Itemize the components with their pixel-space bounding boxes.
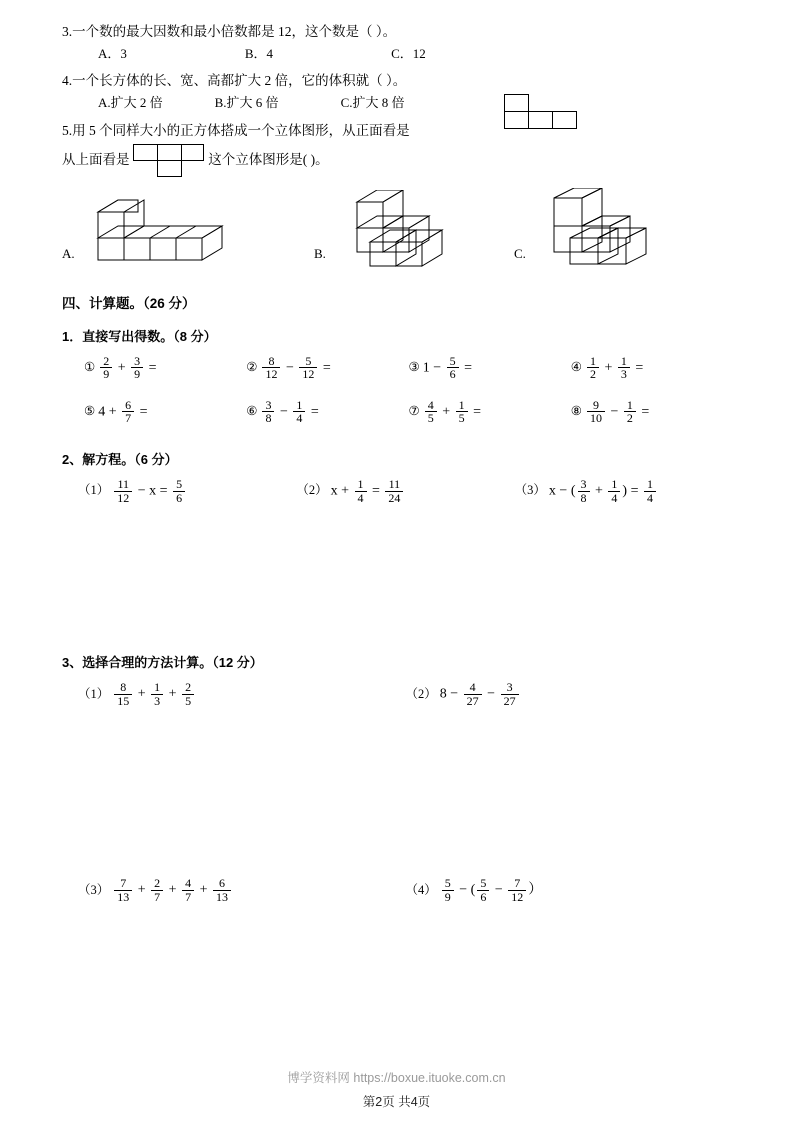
calc-item-2: [406, 681, 521, 707]
section-4-title: 四、计算题。（26 分）: [62, 295, 196, 311]
equation-item-3: [515, 478, 658, 504]
calc-item-3: [78, 877, 233, 903]
operator: +: [165, 882, 181, 898]
question-5: [62, 120, 733, 178]
question-5-line1-text: 5.用 5 个同样大小的正方体搭成一个立体图形，从正面看是: [62, 123, 410, 139]
expr-label: ⑧: [570, 404, 582, 419]
shape-option-b[interactable]: [337, 190, 467, 272]
sub1-title: 1．直接写出得数。（8 分）: [62, 328, 217, 344]
operator: +: [134, 686, 150, 702]
fraction: $\frac{3}{9}$: [131, 355, 143, 381]
expr-label: （1）: [78, 483, 110, 498]
equation-item-cell: [78, 478, 296, 504]
mental-math-item-4: [571, 355, 644, 381]
mental-math-item-cell: [246, 355, 408, 381]
mental-math-item-cell: [571, 355, 733, 381]
operator: =: [136, 404, 148, 420]
mental-math-item-cell: [409, 355, 571, 381]
calc-item-cell: [78, 877, 406, 903]
choice-label-c: C.: [514, 245, 526, 261]
expr-label: （4）: [405, 882, 437, 897]
equation-item-cell: [296, 478, 514, 504]
fraction: $\frac{1}{5}$: [456, 399, 468, 425]
fraction: $\frac{3}{8}$: [578, 478, 590, 504]
q4-option-b: B.扩大 6 倍: [214, 95, 279, 111]
fraction: $\frac{1}{2}$: [624, 399, 636, 425]
fraction: $\frac{3}{8}$: [262, 399, 274, 425]
sub3-title: 3、选择合理的方法计算。（12 分）: [62, 655, 263, 671]
term: ): [622, 483, 628, 499]
operator: =: [307, 404, 319, 420]
choice-label-b: B.: [314, 245, 326, 261]
operator: =: [637, 404, 650, 420]
calc-item-cell: [406, 681, 734, 707]
operator: −: [491, 882, 507, 898]
fraction: $\frac{1}{3}$: [618, 355, 630, 381]
term: 1: [422, 360, 430, 375]
expr-label: （3）: [78, 882, 110, 897]
operator: +: [105, 404, 121, 420]
sub2-title: 2、解方程。（6 分）: [62, 452, 178, 468]
term: x: [330, 483, 338, 499]
operator: +: [134, 882, 150, 898]
expr-label: ③: [408, 360, 420, 374]
operator: =: [627, 483, 642, 499]
question-5-line2-text-a: 从上面看是: [62, 151, 130, 167]
q4-option-a: A.扩大 2 倍: [98, 95, 163, 111]
mental-math-item-1: [84, 355, 157, 381]
term: x: [149, 483, 157, 499]
operator: −: [282, 360, 298, 375]
fraction: $\frac{5}{6}$: [447, 355, 459, 381]
mental-math-item-cell: [571, 399, 733, 425]
calc-item-4: [406, 877, 543, 903]
sub3-items: [62, 681, 733, 903]
operator: =: [319, 360, 331, 375]
question-5-line1: [62, 120, 733, 142]
fraction: $\frac{7}{12}$: [508, 877, 526, 903]
footer-watermark: 博学资料网 https://boxue.ituoke.com.cn: [287, 1071, 506, 1085]
fraction: $\frac{1}{4}$: [644, 478, 656, 504]
mental-math-item-cell: [84, 399, 246, 425]
operator: +: [337, 483, 353, 499]
operator: =: [631, 360, 644, 375]
operator: =: [156, 483, 172, 499]
expr-label: ⑥: [246, 404, 258, 419]
expr-label: ④: [570, 360, 582, 374]
calc-item-1: [78, 681, 196, 707]
question-4-options: [62, 93, 733, 114]
equation-item-cell: [515, 478, 733, 504]
fraction: $\frac{8}{12}$: [262, 355, 280, 381]
fraction: $\frac{6}{7}$: [122, 399, 134, 425]
mental-math-item-6: [246, 399, 319, 425]
operator: −: [455, 882, 471, 898]
question-4-text: 4.一个长方体的长、宽、高都扩大 2 倍，它的体积就（ ）。: [62, 73, 407, 89]
operator: =: [368, 483, 384, 499]
equation-item-2: [296, 478, 405, 504]
operator: −: [429, 360, 445, 375]
operator: =: [469, 404, 482, 420]
operator: +: [114, 360, 130, 375]
operator: +: [600, 360, 616, 375]
calc-item-cell: [406, 877, 734, 903]
mental-math-item-2: [246, 355, 331, 381]
operator: −: [606, 404, 622, 420]
fraction: $\frac{8}{15}$: [114, 681, 132, 707]
fraction: $\frac{5}{6}$: [477, 877, 489, 903]
fraction: $\frac{4}{27}$: [464, 681, 482, 707]
operator: −: [276, 404, 292, 420]
expr-label: （2）: [405, 686, 437, 701]
fraction: $\frac{5}{6}$: [173, 478, 185, 504]
term: (: [570, 483, 576, 499]
operator: +: [196, 882, 211, 898]
operator: −: [483, 686, 499, 702]
shape-option-a[interactable]: [84, 194, 244, 268]
operator: =: [145, 360, 157, 375]
fraction: $\frac{11}{12}$: [114, 478, 132, 504]
equation-item-1: [78, 478, 187, 504]
front-view-grid-icon: [504, 94, 578, 130]
term: ）: [528, 882, 543, 898]
question-3-options: [62, 44, 733, 65]
operator: =: [460, 360, 473, 375]
operator: −: [446, 686, 462, 702]
q3-option-c: C．12: [391, 46, 426, 62]
fraction: $\frac{1}{4}$: [608, 478, 620, 504]
question-3-text: 3.一个数的最大因数和最小倍数都是 12，这个数是（ ）。: [62, 24, 397, 39]
term: 8: [439, 686, 447, 702]
mental-math-item-3: [409, 355, 473, 381]
mental-math-item-7: [409, 399, 482, 425]
top-view-grid-icon: [133, 144, 205, 178]
expr-label: （1）: [78, 686, 110, 701]
mental-math-item-5: [84, 399, 148, 425]
operator: +: [165, 686, 181, 702]
choice-label-a: A.: [62, 245, 75, 261]
question-5-line2-text-b: 这个立体图形是( )。: [208, 151, 329, 167]
fraction: $\frac{6}{13}$: [213, 877, 231, 903]
footer-page-number: 第2页 共4页: [362, 1095, 431, 1109]
expr-label: ②: [246, 360, 258, 374]
operator: +: [438, 404, 454, 420]
term: x: [548, 483, 556, 499]
fraction: $\frac{1}{2}$: [587, 355, 599, 381]
q3-option-a: A．3: [98, 46, 127, 62]
fraction: $\frac{11}{24}$: [385, 478, 403, 504]
operator: −: [134, 483, 150, 499]
fraction: $\frac{9}{10}$: [587, 399, 605, 425]
calc-item-cell: [78, 681, 406, 707]
fraction: $\frac{3}{27}$: [501, 681, 519, 707]
shape-option-c[interactable]: [534, 188, 664, 272]
expr-label: （2）: [296, 483, 328, 498]
mental-math-item-8: [571, 399, 650, 425]
fraction: $\frac{7}{13}$: [114, 877, 132, 903]
fraction: $\frac{5}{9}$: [442, 877, 454, 903]
expr-label: （3）: [514, 483, 546, 498]
sub1-items: [62, 355, 733, 425]
question-5-choice-shapes: [62, 194, 733, 274]
fraction: $\frac{2}{5}$: [182, 681, 194, 707]
fraction: $\frac{2}{9}$: [100, 355, 112, 381]
expr-label: ①: [84, 360, 96, 374]
fraction: $\frac{1}{3}$: [151, 681, 163, 707]
term: 4: [98, 404, 106, 420]
mental-math-item-cell: [246, 399, 408, 425]
fraction: $\frac{1}{4}$: [355, 478, 367, 504]
question-5-line2: [62, 144, 733, 178]
fraction: $\frac{2}{7}$: [151, 877, 163, 903]
expr-label: ⑤: [84, 404, 96, 419]
q4-option-c: C.扩大 8 倍: [340, 95, 405, 111]
fraction: $\frac{4}{5}$: [425, 399, 437, 425]
term: (: [470, 882, 476, 898]
operator: −: [555, 483, 571, 499]
fraction: $\frac{1}{4}$: [293, 399, 305, 425]
fraction: $\frac{4}{7}$: [182, 877, 194, 903]
fraction: $\frac{5}{12}$: [299, 355, 317, 381]
expr-label: ⑦: [408, 404, 420, 419]
q3-option-b: B．4: [244, 46, 274, 62]
sub2-items: [62, 478, 733, 504]
mental-math-item-cell: [409, 399, 571, 425]
operator: +: [591, 483, 607, 499]
mental-math-item-cell: [84, 355, 246, 381]
